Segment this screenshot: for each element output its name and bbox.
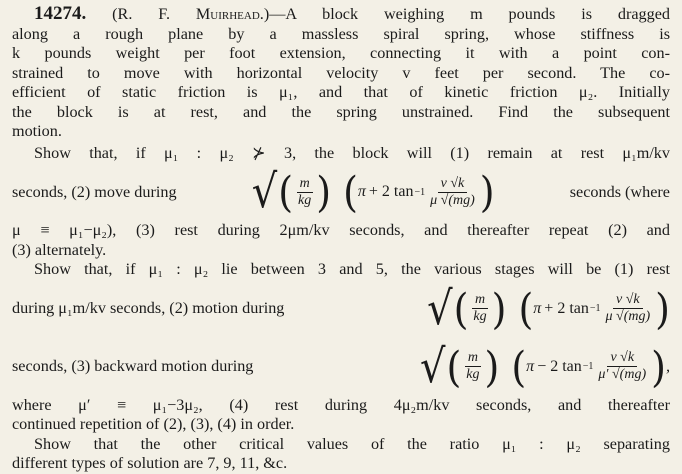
part1-formula: √ ( $\frac{m}{kg}$ ) ( π + 2 tan −1 $\frac{v √k}{\mu √(mg)}$ ) (251, 165, 495, 219)
part2-formula-b: √ ( $\frac{m}{kg}$ ) ( π − 2 tan −1 $\frac{v √k}{\mu' √(mg)}$ ) , (419, 340, 670, 393)
intro-line-0: —A block weighing m pounds is dragged (269, 5, 671, 23)
intro-line-2: k pounds weight per foot extension, connecting it with a point con- (12, 44, 670, 62)
intro-line-3: strained to move with horizontal velocity v feet per second. The co- (12, 63, 670, 82)
tan-fraction: $\frac{v √k}{\mu √(mg)}$ (430, 175, 475, 208)
problem-number: 14274. (34, 3, 87, 24)
problem-statement (12, 4, 670, 25)
part2-rest (12, 396, 670, 435)
part1-line1: Show that, if μ₁ : μ₂ ⊁ 3, the block will (1) remain at rest μ₁m/kv (34, 143, 670, 162)
part1-formula-line (12, 163, 670, 221)
part2-line4: where μ′ ≡ μ₁−3μ₂, (4) rest during 4μ₂m/kv seconds, and thereafter (12, 395, 670, 414)
part1-pre: seconds, (2) move during (12, 182, 177, 201)
part1-line3: μ ≡ μ₁−μ₂), (3) rest during 2μm/kv seconds, and thereafter repeat (2) and (12, 221, 670, 239)
part2-formula-line-a (12, 280, 670, 338)
part3-line2: different types of solution are 7, 9, 11, &c. (12, 454, 288, 472)
part2-formula-a: √ ( $\frac{m}{kg}$ ) ( π + 2 tan −1 $\frac{v √k}{\mu √(mg)}$ ) (427, 282, 670, 335)
part2-pre: during μ₁m/kv seconds, (2) motion during (12, 299, 285, 317)
part2-line5: continued repetition of (2), (3), (4) in order. (12, 415, 295, 433)
part1-post: seconds (where (569, 182, 670, 201)
part2-line1: Show that, if μ₁ : μ₂ lie between 3 and 5, the various stages will be (1) rest (34, 260, 670, 278)
intro-line-6: motion. (12, 122, 62, 140)
part2-line1-wrap (12, 260, 670, 280)
part1-line1-wrap (12, 144, 670, 164)
part1-line4: (3) alternately. (12, 240, 107, 259)
part1-rest (12, 221, 670, 260)
bracket-content: π + 2 tan −1 $\frac{v √k}{\mu √(mg)}$ (358, 176, 480, 209)
intro-line-4: efficient of static friction is μ₁, and that of kinetic friction μ₂. Initially (12, 83, 670, 101)
intro-line-5: the block is at rest, and the spring unstrained. Find the subsequent (12, 102, 670, 121)
part3-line1: Show that the other critical values of the ratio μ₁ : μ₂ separating (34, 434, 670, 453)
part2-mid-pre: seconds, (3) backward motion during (12, 357, 254, 375)
sqrt-sign: √ (251, 165, 278, 219)
intro-line-1: along a rough plane by a massless spiral spring, whose stiffness is (12, 24, 670, 43)
problem-body (12, 25, 670, 142)
part2-formula-line-b (12, 338, 670, 396)
sqrt-fraction: $\frac{m}{kg}$ (298, 175, 312, 208)
part3 (12, 435, 670, 455)
problem-author: (R. F. Muirhead.) (112, 5, 270, 23)
